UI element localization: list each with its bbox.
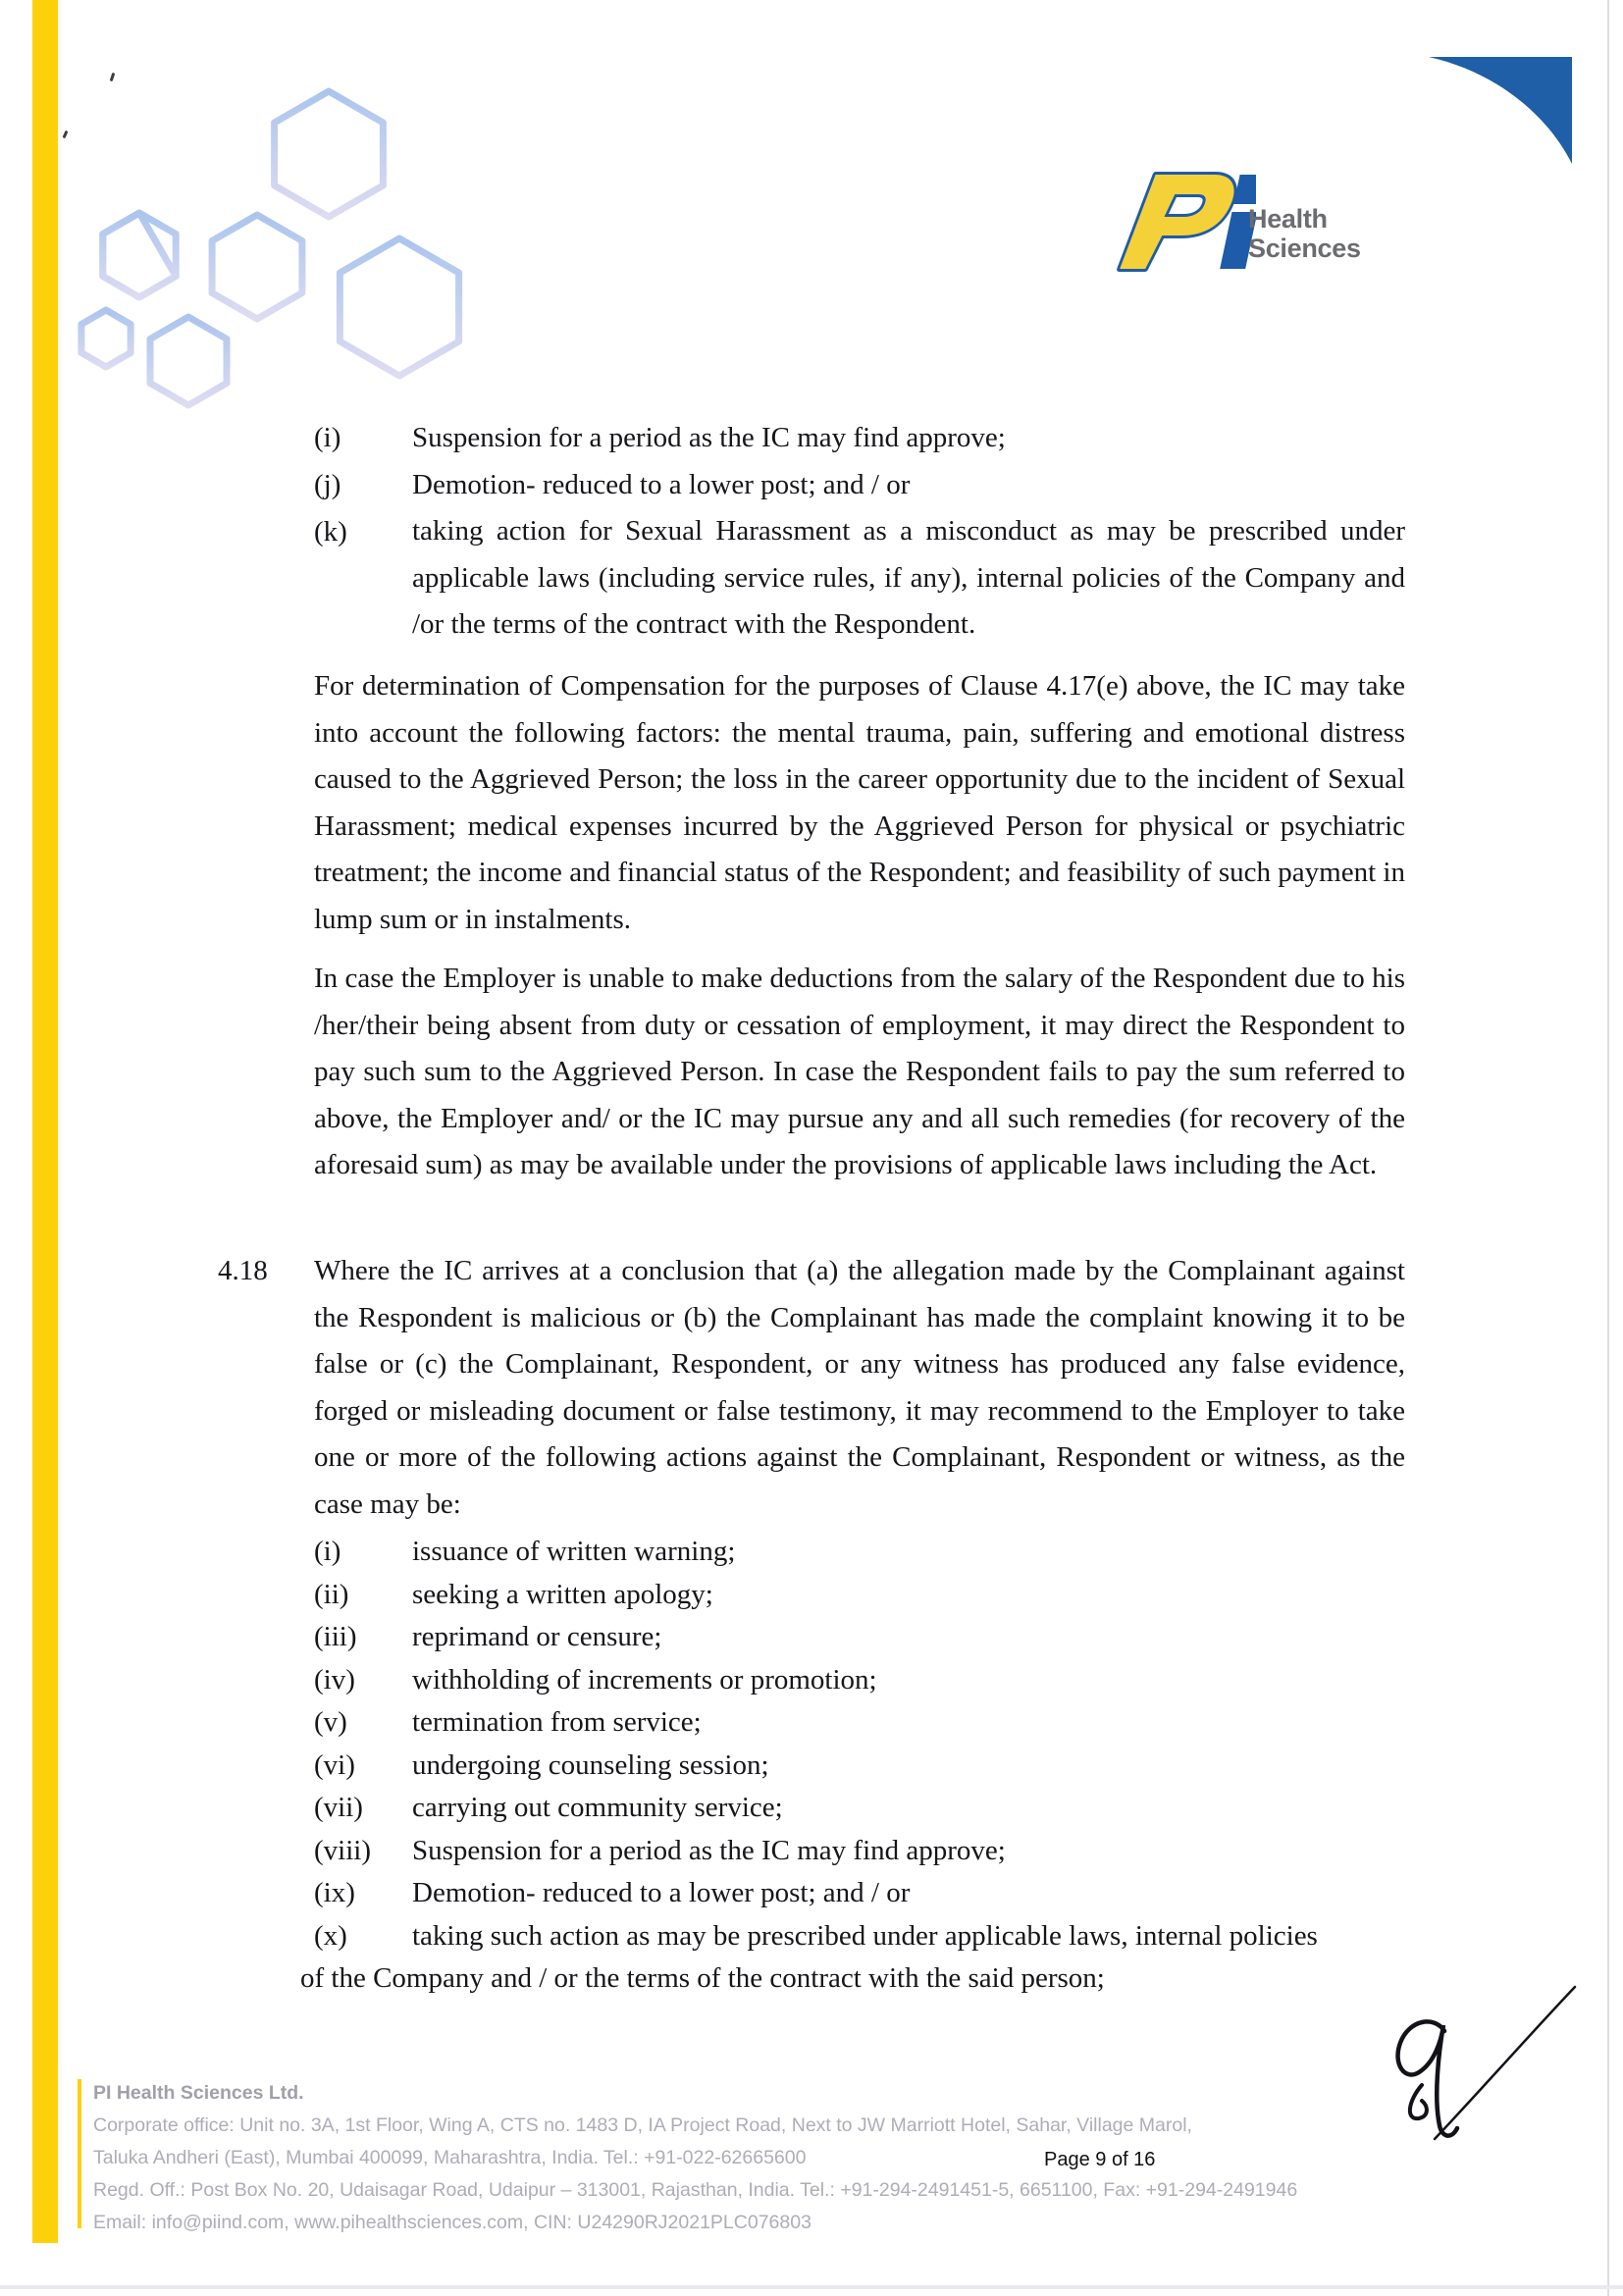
- list-item: [314, 1915, 1405, 1958]
- list-item-text: carrying out community service;: [412, 1792, 783, 1823]
- list-item: [314, 1531, 1405, 1574]
- list-item-number: (x): [314, 1919, 347, 1952]
- list-item: [314, 414, 1405, 461]
- list-item-number: (ii): [314, 1578, 349, 1610]
- clause-list-bottom: [300, 1531, 1405, 2001]
- list-item-number: (j): [314, 469, 341, 500]
- list-item: [314, 1830, 1405, 1873]
- pi-monogram-icon: [1109, 167, 1256, 280]
- footer-accent-line: [78, 2079, 81, 2228]
- list-item: [314, 1659, 1405, 1702]
- list-item-continuation: of the Company and / or the terms of the contract with the said person;: [300, 1962, 1105, 1994]
- corner-ribbon: [1428, 56, 1573, 166]
- list-item-number: (v): [314, 1706, 347, 1738]
- list-item: [314, 1616, 1405, 1659]
- paragraph-compensation: For determination of Compensation for the purposes of Clause 4.17(e) above, the IC may take into account the following factors: the mental trauma, pain, suffering and emotional distress caused to the Aggrieved Person; the loss in the career opportunity due to the incident of Sexual Harassment; medical expenses incurred by the Aggrieved Person for physical or psychiatric treatment; the income and financial status of the Respondent; and feasibility of such payment in lump sum or in instalments.: [314, 670, 1405, 935]
- company-name-line2: Sciences: [1248, 234, 1361, 263]
- footer-line: Taluka Andheri (East), Mumbai 400099, Maharashtra, India. Tel.: +91-022-62665600: [93, 2147, 807, 2168]
- list-item: [314, 1745, 1405, 1788]
- list-item-text: termination from service;: [412, 1706, 702, 1738]
- paragraph-4-18: Where the IC arrives at a conclusion that (a) the allegation made by the Complainant against the Respondent is malicious or (b) the Complainant has made the complaint knowing it to be false or (c) the Complainant, Respondent, or any witness has produced any false evidence, forged or misleading document or false testimony, it may recommend to the Employer to take one or more of the following actions against the Complainant, Respondent or witness, as the case may be:: [314, 1255, 1405, 1520]
- list-item-number: (viii): [314, 1834, 371, 1866]
- paragraph-deductions: In case the Employer is unable to make deductions from the salary of the Respondent due to his /her/their being absent from duty or cessation of employment, it may direct the Respondent to pay such sum to the Aggrieved Person. In case the Respondent fails to pay the sum referred to above, the Employer and/ or the IC may pursue any and all such remedies (for recovery of the aforesaid sum) as may be available under the provisions of applicable laws including the Act.: [314, 963, 1405, 1180]
- list-item-text: reprimand or censure;: [412, 1621, 662, 1652]
- list-item: [314, 1701, 1405, 1745]
- list-item-text: Suspension for a period as the IC may find approve;: [412, 1834, 1006, 1866]
- list-item-number: (iv): [314, 1663, 355, 1696]
- footer-line: Regd. Off.: Post Box No. 20, Udaisagar Road, Udaipur – 313001, Rajasthan, India. Tel.: +91-294-2491451-5, 6651100, Fax: +91-294-2491946: [93, 2179, 1298, 2201]
- page-number: Page 9 of 16: [1044, 2149, 1156, 2170]
- footer-line: Corporate office: Unit no. 3A, 1st Floor, Wing A, CTS no. 1483 D, IA Project Road, Next to JW Marriott Hotel, Sahar, Village Marol,: [93, 2114, 1192, 2136]
- page-bottom-edge: [0, 2285, 1623, 2289]
- footer-line: Email: info@piind.com, www.pihealthsciences.com, CIN: U24290RJ2021PLC076803: [93, 2212, 812, 2233]
- list-item-text: seeking a written apology;: [412, 1578, 713, 1610]
- list-item: [314, 508, 1405, 649]
- list-item-number: (i): [314, 1536, 341, 1567]
- list-item: [314, 1872, 1405, 1915]
- section-number: 4.18: [218, 1255, 268, 1286]
- list-item-number: (iii): [314, 1621, 357, 1652]
- list-item-text: Demotion- reduced to a lower post; and / or: [412, 469, 911, 500]
- list-item: [314, 1574, 1405, 1617]
- company-name: [1248, 204, 1361, 263]
- company-logo: [1109, 167, 1403, 294]
- list-item: [314, 1787, 1405, 1830]
- list-item-text: undergoing counseling session;: [412, 1748, 769, 1781]
- footer: [93, 2077, 1467, 2239]
- list-item-number: (vii): [314, 1792, 363, 1823]
- list-item-text: Demotion- reduced to a lower post; and / or: [412, 1877, 911, 1908]
- list-item: [314, 461, 1405, 508]
- list-item-text: issuance of written warning;: [412, 1536, 736, 1567]
- list-item-number: (vi): [314, 1748, 355, 1781]
- list-item-number: (i): [314, 422, 341, 453]
- footer-company-name: PI Health Sciences Ltd.: [93, 2082, 304, 2104]
- page-right-edge: [1607, 0, 1609, 2296]
- list-item-text: taking such action as may be prescribed under applicable laws, internal policies: [412, 1919, 1318, 1952]
- list-item-text: withholding of increments or promotion;: [412, 1663, 877, 1696]
- clause-list-top: [314, 414, 1405, 649]
- company-name-line1: Health: [1248, 204, 1328, 234]
- list-item-text: taking action for Sexual Harassment as a misconduct as may be prescribed under applicable laws (including service rules, if any), internal policies of the Company and /or the terms of the contract with the Respondent.: [412, 515, 1405, 640]
- list-item-number: (ix): [314, 1877, 355, 1908]
- list-item-text: Suspension for a period as the IC may find approve;: [412, 422, 1006, 453]
- list-item-number: (k): [314, 516, 347, 548]
